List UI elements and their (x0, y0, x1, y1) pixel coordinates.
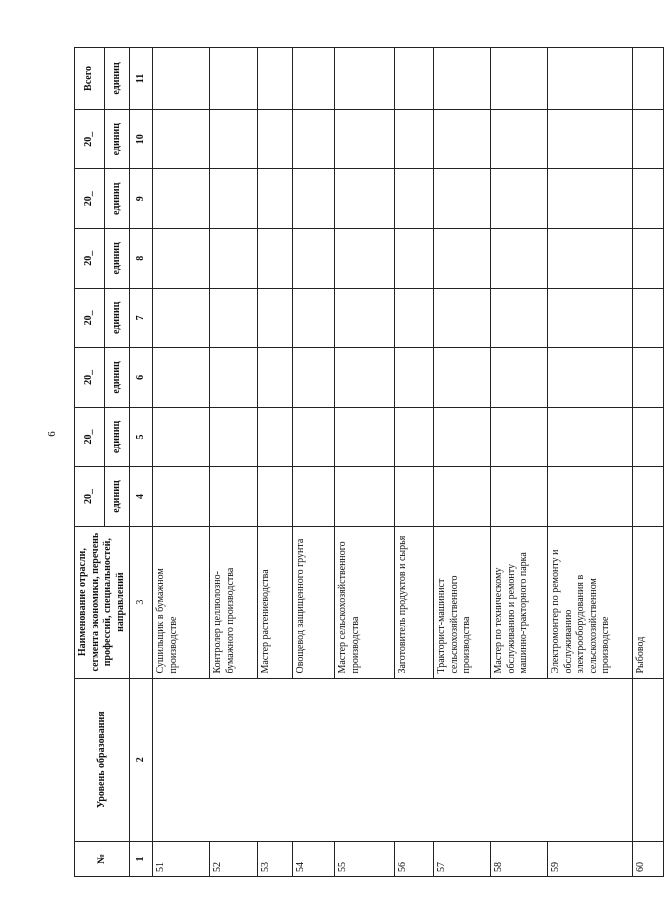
value-cell (153, 48, 210, 110)
value-cell (395, 109, 434, 169)
value-cell (548, 407, 633, 467)
profession-name: Мастер сельскохозяйственного производства (335, 526, 395, 678)
value-cell (395, 467, 434, 527)
header-unit: единиц (105, 288, 130, 348)
value-cell (153, 169, 210, 229)
column-number: 3 (130, 526, 153, 678)
column-number: 4 (130, 467, 153, 527)
value-cell (548, 48, 633, 110)
value-cell (293, 229, 335, 289)
header-unit: единиц (105, 348, 130, 408)
value-cell (491, 109, 548, 169)
value-cell (548, 348, 633, 408)
value-cell (293, 407, 335, 467)
value-cell (210, 48, 258, 110)
value-cell (491, 48, 548, 110)
value-cell (335, 229, 395, 289)
value-cell (491, 407, 548, 467)
profession-name: Электромонтер по ремонту и обслуживанию электрооборудования в сельскохозяйственном производстве (548, 526, 633, 678)
value-cell (335, 288, 395, 348)
row-number: 54 (293, 841, 335, 876)
header-unit: единиц (105, 229, 130, 289)
row-number: 53 (258, 841, 293, 876)
header-unit: единиц (105, 48, 130, 110)
value-cell (434, 229, 491, 289)
value-cell (548, 229, 633, 289)
page-number: 6 (46, 431, 58, 437)
column-number: 9 (130, 169, 153, 229)
value-cell (258, 48, 293, 110)
column-number: 10 (130, 109, 153, 169)
value-cell (434, 348, 491, 408)
header-year: 20_ (75, 229, 105, 289)
value-cell (633, 48, 664, 110)
value-cell (633, 229, 664, 289)
value-cell (633, 288, 664, 348)
value-cell (633, 348, 664, 408)
header-year: 20_ (75, 288, 105, 348)
column-number: 11 (130, 48, 153, 110)
header-year: 20_ (75, 348, 105, 408)
value-cell (258, 169, 293, 229)
level-cell (153, 678, 633, 841)
value-cell (210, 288, 258, 348)
value-cell (548, 169, 633, 229)
value-cell (335, 109, 395, 169)
value-cell (293, 348, 335, 408)
header-unit: единиц (105, 109, 130, 169)
header-year: 20_ (75, 109, 105, 169)
value-cell (153, 467, 210, 527)
value-cell (434, 467, 491, 527)
value-cell (434, 109, 491, 169)
profession-name: Овощевод защищенного грунта (293, 526, 335, 678)
profession-name: Рыбовод (633, 526, 664, 678)
header-unit: единиц (105, 407, 130, 467)
value-cell (491, 288, 548, 348)
value-cell (491, 169, 548, 229)
header-no: № (75, 841, 130, 876)
value-cell (395, 407, 434, 467)
row-number: 60 (633, 841, 664, 876)
header-level: Уровень образования (75, 678, 130, 841)
header-unit: единиц (105, 467, 130, 527)
header-row-years (75, 48, 105, 877)
professions-table (74, 47, 664, 877)
table-row (633, 48, 664, 877)
value-cell (395, 288, 434, 348)
row-number: 55 (335, 841, 395, 876)
column-number: 6 (130, 348, 153, 408)
value-cell (293, 467, 335, 527)
value-cell (210, 467, 258, 527)
column-number: 5 (130, 407, 153, 467)
value-cell (395, 48, 434, 110)
value-cell (633, 467, 664, 527)
profession-name: Мастер растениеводства (258, 526, 293, 678)
value-cell (633, 407, 664, 467)
value-cell (293, 109, 335, 169)
column-number-row (130, 48, 153, 877)
row-number: 58 (491, 841, 548, 876)
column-number: 1 (130, 841, 153, 876)
value-cell (258, 109, 293, 169)
table-body (75, 48, 664, 877)
value-cell (395, 348, 434, 408)
value-cell (633, 169, 664, 229)
value-cell (210, 109, 258, 169)
value-cell (395, 229, 434, 289)
header-year: 20_ (75, 407, 105, 467)
value-cell (491, 467, 548, 527)
profession-name: Мастер по техническому обслуживанию и ремонту машинно-тракторного парка (491, 526, 548, 678)
value-cell (210, 348, 258, 408)
value-cell (491, 348, 548, 408)
row-number: 56 (395, 841, 434, 876)
value-cell (548, 288, 633, 348)
value-cell (258, 348, 293, 408)
value-cell (258, 467, 293, 527)
column-number: 8 (130, 229, 153, 289)
value-cell (434, 407, 491, 467)
profession-name: Контролер целлюлозно-бумажного производства (210, 526, 258, 678)
value-cell (258, 288, 293, 348)
value-cell (491, 229, 548, 289)
column-number: 2 (130, 678, 153, 841)
rotated-table-container (74, 47, 646, 877)
header-total: Всего (75, 48, 105, 110)
header-unit: единиц (105, 169, 130, 229)
header-year: 20_ (75, 169, 105, 229)
value-cell (434, 288, 491, 348)
value-cell (434, 48, 491, 110)
row-number: 57 (434, 841, 491, 876)
value-cell (210, 169, 258, 229)
value-cell (633, 109, 664, 169)
column-number: 7 (130, 288, 153, 348)
header-year: 20_ (75, 467, 105, 527)
value-cell (153, 407, 210, 467)
value-cell (335, 407, 395, 467)
row-number: 59 (548, 841, 633, 876)
value-cell (153, 109, 210, 169)
header-name: Наименование отрасли, сегмента экономики, перечень профессий, специальностей, направлений (75, 526, 130, 678)
value-cell (395, 169, 434, 229)
value-cell (293, 169, 335, 229)
value-cell (210, 407, 258, 467)
value-cell (335, 48, 395, 110)
table-row (153, 48, 210, 877)
profession-name: Заготовитель продуктов и сырья (395, 526, 434, 678)
profession-name: Тракторист-машинист сельскохозяйственного производства (434, 526, 491, 678)
value-cell (210, 229, 258, 289)
value-cell (153, 288, 210, 348)
value-cell (153, 229, 210, 289)
value-cell (434, 169, 491, 229)
row-number: 52 (210, 841, 258, 876)
value-cell (293, 288, 335, 348)
value-cell (335, 169, 395, 229)
row-number: 51 (153, 841, 210, 876)
value-cell (258, 229, 293, 289)
level-cell (633, 678, 664, 841)
value-cell (548, 109, 633, 169)
value-cell (335, 467, 395, 527)
value-cell (293, 48, 335, 110)
value-cell (335, 348, 395, 408)
value-cell (548, 467, 633, 527)
value-cell (258, 407, 293, 467)
profession-name: Сушильщик в бумажном производстве (153, 526, 210, 678)
value-cell (153, 348, 210, 408)
